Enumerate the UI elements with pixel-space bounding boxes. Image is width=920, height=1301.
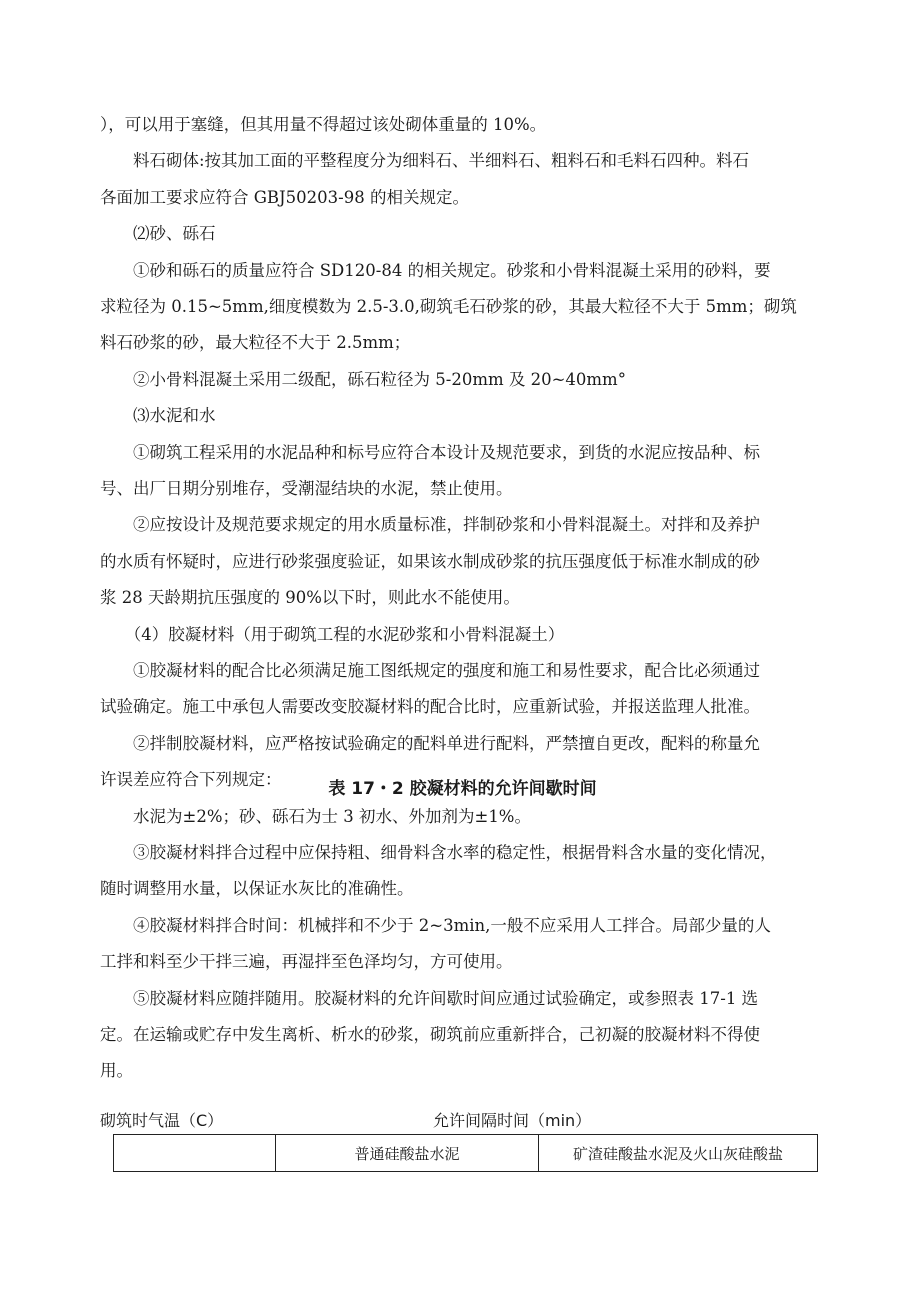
paragraph-line: ②小骨料混凝土采用二级配，砾石粒径为 5-20mm 及 20~40mm° [100,369,626,389]
paragraph [100,799,825,835]
paragraph-line: 用。 [100,1061,133,1081]
table-title: 表 17・2 胶凝材料的允许间歇时间 [328,779,597,799]
paragraph-line: ⑤胶凝材料应随拌随用。胶凝材料的允许间歇时间应通过试验确定，或参照表 17-1 选 [100,988,759,1008]
paragraph-line: ③胶凝材料拌合过程中应保持粗、细骨料含水率的稳定性，根据骨料含水量的变化情况， [100,843,777,862]
paragraph-line: 随时调整用水量，以保证水灰比的准确性。 [100,879,414,899]
table-cell-empty [114,1135,276,1172]
paragraph [100,835,825,908]
paragraph [100,981,825,1090]
paragraph [100,253,825,362]
paragraph-line: ⑶水泥和水 [100,406,216,426]
paragraph [100,216,825,252]
paragraph [100,507,825,616]
paragraph-line: ①胶凝材料的配合比必须满足施工图纸规定的强度和施工和易性要求，配合比必须通过 [100,661,760,680]
paragraph-line: ④胶凝材料拌合时间：机械拌和不少于 2~3min,一般不应采用人工拌合。局部少量的人 [100,915,771,935]
paragraph-line: 水泥为±2%；砂、砾石为士 3 初水、外加剂为±1%。 [100,806,531,826]
paragraph-line: ②应按设计及规范要求规定的用水质量标准，拌制砂浆和小骨料混凝土。对拌和及养护 [100,515,760,535]
table-header-interval: 允许间隔时间（min） [433,1111,592,1130]
paragraph-line: 浆 28 天龄期抗压强度的 90%以下时，则此水不能使用。 [100,588,520,608]
interval-table [113,1134,818,1172]
paragraph-line: ②拌制胶凝材料，应严格按试验确定的配料单进行配料，严禁擅自更改，配料的称量允 [100,733,760,753]
paragraph [100,653,825,726]
paragraph-line: ），可以用于塞缝，但其用量不得超过该处砌体重量的 10%。 [100,115,547,134]
paragraph-line: 号、出厂日期分别堆存，受潮湿结块的水泥，禁止使用。 [100,478,513,498]
paragraph [100,908,825,981]
paragraph-line: 许误差应符合下列规定： [100,770,282,790]
paragraph-line: 料石砌体:按其加工面的平整程度分为细料石、半细料石、粗料石和毛料石四种。料石 [100,151,750,171]
paragraph-line: 工拌和料至少干拌三遍，再湿拌至色泽均匀，方可使用。 [100,952,513,972]
paragraph-line: 各面加工要求应符合 GBJ50203-98 的相关规定。 [100,187,469,207]
paragraph-line: （4）胶凝材料（用于砌筑工程的水泥砂浆和小骨料混凝土） [100,624,565,644]
table-header-temperature: 砌筑时气温（C） [100,1111,224,1130]
paragraph-line: 试验确定。施工中承包人需要改变胶凝材料的配合比时，应重新试验，并报送监理人批准。 [100,697,760,717]
paragraph [100,143,825,216]
paragraph-line: ①砌筑工程采用的水泥品种和标号应符合本设计及规范要求，到货的水泥应按品种、标 [100,442,760,462]
paragraph [100,362,825,398]
paragraph-line: 料石砂浆的砂，最大粒径不大于 2.5mm； [100,333,411,353]
paragraph-line: ⑵砂、砾石 [100,224,216,244]
paragraph [100,617,825,653]
table-row [114,1135,818,1172]
paragraph [100,398,825,434]
paragraph [100,107,825,143]
table-cell-slag-cement: 矿渣硅酸盐水泥及火山灰硅酸盐 [539,1135,818,1172]
paragraph [100,435,825,508]
paragraph-line: ①砂和砾石的质量应符合 SD120-84 的相关规定。砂浆和小骨料混凝土采用的砂料，要 [100,260,771,280]
paragraph-line: 求粒径为 0.15~5mm,细度模数为 2.5-3.0,砌筑毛石砂浆的砂，其最大粒径不大于 5mm；砌筑 [100,296,797,316]
table-cell-ordinary-cement: 普通硅酸盐水泥 [276,1135,539,1172]
paragraph-line: 定。在运输或贮存中发生离析、析水的砂浆，砌筑前应重新拌合，己初凝的胶凝材料不得使 [100,1024,760,1044]
paragraph-line: 的水质有怀疑时，应进行砂浆强度验证，如果该水制成砂浆的抗压强度低于标准水制成的砂 [100,551,760,571]
